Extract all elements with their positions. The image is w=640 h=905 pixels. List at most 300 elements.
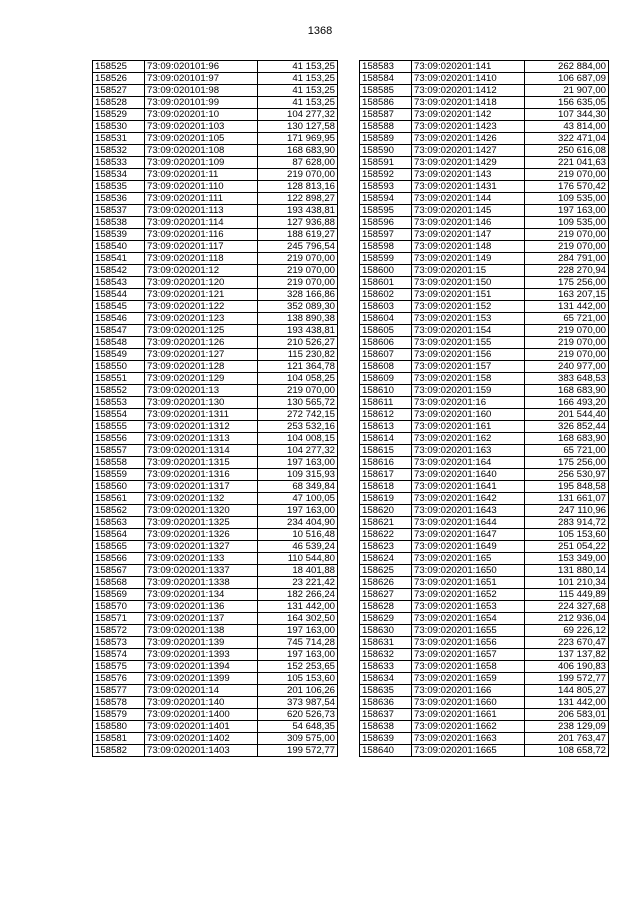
row-number-cell: 158612 — [360, 409, 412, 421]
table-row — [93, 373, 338, 385]
amount-cell: 223 670,47 — [525, 637, 609, 649]
cadastral-number-cell: 73:09:020201:122 — [145, 301, 258, 313]
table-row — [93, 217, 338, 229]
row-number-cell: 158546 — [93, 313, 145, 325]
table-row — [360, 505, 609, 517]
cadastral-number-cell: 73:09:020201:1401 — [145, 721, 258, 733]
table-row — [360, 709, 609, 721]
row-number-cell: 158595 — [360, 205, 412, 217]
row-number-cell: 158528 — [93, 97, 145, 109]
cadastral-number-cell: 73:09:020201:1429 — [412, 157, 525, 169]
table-row — [360, 133, 609, 145]
table-row — [93, 469, 338, 481]
amount-cell: 620 526,73 — [258, 709, 338, 721]
cadastral-number-cell: 73:09:020101:96 — [145, 61, 258, 73]
amount-cell: 41 153,25 — [258, 97, 338, 109]
amount-cell: 219 070,00 — [525, 229, 609, 241]
amount-cell: 87 628,00 — [258, 157, 338, 169]
row-number-cell: 158605 — [360, 325, 412, 337]
cadastral-number-cell: 73:09:020201:1642 — [412, 493, 525, 505]
table-row — [93, 133, 338, 145]
amount-cell: 130 127,58 — [258, 121, 338, 133]
amount-cell: 109 535,00 — [525, 193, 609, 205]
cadastral-number-cell: 73:09:020201:1641 — [412, 481, 525, 493]
cadastral-number-cell: 73:09:020201:1312 — [145, 421, 258, 433]
cadastral-number-cell: 73:09:020201:109 — [145, 157, 258, 169]
amount-cell: 228 270,94 — [525, 265, 609, 277]
row-number-cell: 158583 — [360, 61, 412, 73]
row-number-cell: 158533 — [93, 157, 145, 169]
row-number-cell: 158638 — [360, 721, 412, 733]
row-number-cell: 158590 — [360, 145, 412, 157]
row-number-cell: 158568 — [93, 577, 145, 589]
table-row — [360, 109, 609, 121]
table-row — [360, 277, 609, 289]
amount-cell: 283 914,72 — [525, 517, 609, 529]
amount-cell: 328 166,86 — [258, 289, 338, 301]
row-number-cell: 158555 — [93, 421, 145, 433]
row-number-cell: 158525 — [93, 61, 145, 73]
cadastral-number-cell: 73:09:020201:134 — [145, 589, 258, 601]
row-number-cell: 158558 — [93, 457, 145, 469]
table-row — [93, 685, 338, 697]
row-number-cell: 158578 — [93, 697, 145, 709]
amount-cell: 131 880,14 — [525, 565, 609, 577]
amount-cell: 65 721,00 — [525, 445, 609, 457]
cadastral-number-cell: 73:09:020201:1394 — [145, 661, 258, 673]
row-number-cell: 158620 — [360, 505, 412, 517]
cadastral-number-cell: 73:09:020201:1655 — [412, 625, 525, 637]
table-row — [93, 385, 338, 397]
row-number-cell: 158532 — [93, 145, 145, 157]
table-row — [360, 193, 609, 205]
amount-cell: 171 969,95 — [258, 133, 338, 145]
amount-cell: 130 565,72 — [258, 397, 338, 409]
cadastral-number-cell: 73:09:020201:10 — [145, 109, 258, 121]
cadastral-number-cell: 73:09:020201:1418 — [412, 97, 525, 109]
cadastral-number-cell: 73:09:020201:1654 — [412, 613, 525, 625]
row-number-cell: 158540 — [93, 241, 145, 253]
row-number-cell: 158609 — [360, 373, 412, 385]
amount-cell: 262 884,00 — [525, 61, 609, 73]
row-number-cell: 158636 — [360, 697, 412, 709]
row-number-cell: 158601 — [360, 277, 412, 289]
cadastral-number-cell: 73:09:020201:105 — [145, 133, 258, 145]
cadastral-number-cell: 73:09:020201:103 — [145, 121, 258, 133]
table-row — [360, 61, 609, 73]
row-number-cell: 158633 — [360, 661, 412, 673]
cadastral-number-cell: 73:09:020201:132 — [145, 493, 258, 505]
amount-cell: 240 977,00 — [525, 361, 609, 373]
table-row — [360, 181, 609, 193]
left-data-table — [92, 60, 338, 757]
amount-cell: 104 008,15 — [258, 433, 338, 445]
amount-cell: 138 890,38 — [258, 313, 338, 325]
table-row — [360, 673, 609, 685]
amount-cell: 128 813,16 — [258, 181, 338, 193]
amount-cell: 251 054,22 — [525, 541, 609, 553]
amount-cell: 212 936,04 — [525, 613, 609, 625]
amount-cell: 326 852,44 — [525, 421, 609, 433]
row-number-cell: 158534 — [93, 169, 145, 181]
cadastral-number-cell: 73:09:020201:148 — [412, 241, 525, 253]
amount-cell: 115 449,89 — [525, 589, 609, 601]
row-number-cell: 158551 — [93, 373, 145, 385]
table-row — [360, 229, 609, 241]
row-number-cell: 158584 — [360, 73, 412, 85]
amount-cell: 221 041,63 — [525, 157, 609, 169]
cadastral-number-cell: 73:09:020201:128 — [145, 361, 258, 373]
cadastral-number-cell: 73:09:020201:133 — [145, 553, 258, 565]
table-row — [93, 721, 338, 733]
table-row — [93, 85, 338, 97]
row-number-cell: 158535 — [93, 181, 145, 193]
row-number-cell: 158571 — [93, 613, 145, 625]
table-row — [93, 325, 338, 337]
row-number-cell: 158570 — [93, 601, 145, 613]
amount-cell: 104 058,25 — [258, 373, 338, 385]
table-row — [360, 421, 609, 433]
row-number-cell: 158527 — [93, 85, 145, 97]
row-number-cell: 158617 — [360, 469, 412, 481]
row-number-cell: 158631 — [360, 637, 412, 649]
table-row — [93, 433, 338, 445]
amount-cell: 219 070,00 — [525, 169, 609, 181]
table-row — [360, 169, 609, 181]
cadastral-number-cell: 73:09:020201:123 — [145, 313, 258, 325]
row-number-cell: 158579 — [93, 709, 145, 721]
table-row — [93, 193, 338, 205]
table-row — [93, 517, 338, 529]
cadastral-number-cell: 73:09:020201:1426 — [412, 133, 525, 145]
amount-cell: 110 544,80 — [258, 553, 338, 565]
cadastral-number-cell: 73:09:020201:14 — [145, 685, 258, 697]
table-row — [93, 457, 338, 469]
cadastral-number-cell: 73:09:020201:1314 — [145, 445, 258, 457]
row-number-cell: 158573 — [93, 637, 145, 649]
cadastral-number-cell: 73:09:020201:1665 — [412, 745, 525, 757]
row-number-cell: 158628 — [360, 601, 412, 613]
row-number-cell: 158608 — [360, 361, 412, 373]
amount-cell: 238 129,09 — [525, 721, 609, 733]
cadastral-number-cell: 73:09:020201:1400 — [145, 709, 258, 721]
row-number-cell: 158536 — [93, 193, 145, 205]
table-row — [360, 589, 609, 601]
row-number-cell: 158526 — [93, 73, 145, 85]
cadastral-number-cell: 73:09:020201:156 — [412, 349, 525, 361]
cadastral-number-cell: 73:09:020101:99 — [145, 97, 258, 109]
cadastral-number-cell: 73:09:020201:12 — [145, 265, 258, 277]
cadastral-number-cell: 73:09:020201:121 — [145, 289, 258, 301]
cadastral-number-cell: 73:09:020201:157 — [412, 361, 525, 373]
amount-cell: 153 349,00 — [525, 553, 609, 565]
amount-cell: 201 763,47 — [525, 733, 609, 745]
amount-cell: 322 471,04 — [525, 133, 609, 145]
table-row — [360, 349, 609, 361]
row-number-cell: 158624 — [360, 553, 412, 565]
amount-cell: 105 153,60 — [258, 673, 338, 685]
table-row — [360, 97, 609, 109]
amount-cell: 23 221,42 — [258, 577, 338, 589]
table-row — [93, 109, 338, 121]
table-row — [360, 313, 609, 325]
row-number-cell: 158606 — [360, 337, 412, 349]
amount-cell: 201 106,26 — [258, 685, 338, 697]
table-row — [93, 673, 338, 685]
table-row — [93, 265, 338, 277]
cadastral-number-cell: 73:09:020201:1412 — [412, 85, 525, 97]
cadastral-number-cell: 73:09:020201:111 — [145, 193, 258, 205]
table-row — [360, 481, 609, 493]
amount-cell: 41 153,25 — [258, 61, 338, 73]
row-number-cell: 158593 — [360, 181, 412, 193]
amount-cell: 284 791,00 — [525, 253, 609, 265]
amount-cell: 197 163,00 — [525, 205, 609, 217]
amount-cell: 373 987,54 — [258, 697, 338, 709]
table-row — [360, 265, 609, 277]
amount-cell: 193 438,81 — [258, 325, 338, 337]
row-number-cell: 158604 — [360, 313, 412, 325]
table-row — [93, 481, 338, 493]
table-row — [93, 61, 338, 73]
row-number-cell: 158559 — [93, 469, 145, 481]
cadastral-number-cell: 73:09:020201:1393 — [145, 649, 258, 661]
row-number-cell: 158622 — [360, 529, 412, 541]
row-number-cell: 158639 — [360, 733, 412, 745]
cadastral-number-cell: 73:09:020201:166 — [412, 685, 525, 697]
amount-cell: 406 190,83 — [525, 661, 609, 673]
amount-cell: 163 207,15 — [525, 289, 609, 301]
row-number-cell: 158594 — [360, 193, 412, 205]
amount-cell: 219 070,00 — [258, 253, 338, 265]
cadastral-number-cell: 73:09:020201:158 — [412, 373, 525, 385]
table-row — [360, 445, 609, 457]
amount-cell: 219 070,00 — [525, 241, 609, 253]
row-number-cell: 158545 — [93, 301, 145, 313]
cadastral-number-cell: 73:09:020201:139 — [145, 637, 258, 649]
amount-cell: 352 089,30 — [258, 301, 338, 313]
amount-cell: 105 153,60 — [525, 529, 609, 541]
cadastral-number-cell: 73:09:020201:1399 — [145, 673, 258, 685]
cadastral-number-cell: 73:09:020201:150 — [412, 277, 525, 289]
cadastral-number-cell: 73:09:020201:149 — [412, 253, 525, 265]
cadastral-number-cell: 73:09:020201:127 — [145, 349, 258, 361]
amount-cell: 68 349,84 — [258, 481, 338, 493]
cadastral-number-cell: 73:09:020201:1427 — [412, 145, 525, 157]
table-row — [93, 589, 338, 601]
amount-cell: 106 687,09 — [525, 73, 609, 85]
cadastral-number-cell: 73:09:020201:145 — [412, 205, 525, 217]
row-number-cell: 158596 — [360, 217, 412, 229]
table-row — [360, 553, 609, 565]
table-row — [93, 169, 338, 181]
table-row — [93, 505, 338, 517]
row-number-cell: 158591 — [360, 157, 412, 169]
row-number-cell: 158529 — [93, 109, 145, 121]
table-row — [93, 565, 338, 577]
cadastral-number-cell: 73:09:020201:16 — [412, 397, 525, 409]
cadastral-number-cell: 73:09:020201:15 — [412, 265, 525, 277]
cadastral-number-cell: 73:09:020201:1660 — [412, 697, 525, 709]
table-row — [93, 73, 338, 85]
cadastral-number-cell: 73:09:020201:1325 — [145, 517, 258, 529]
amount-cell: 41 153,25 — [258, 85, 338, 97]
amount-cell: 41 153,25 — [258, 73, 338, 85]
amount-cell: 175 256,00 — [525, 457, 609, 469]
row-number-cell: 158616 — [360, 457, 412, 469]
row-number-cell: 158575 — [93, 661, 145, 673]
cadastral-number-cell: 73:09:020201:1653 — [412, 601, 525, 613]
table-row — [360, 625, 609, 637]
table-row — [93, 529, 338, 541]
row-number-cell: 158539 — [93, 229, 145, 241]
table-row — [93, 541, 338, 553]
row-number-cell: 158623 — [360, 541, 412, 553]
cadastral-number-cell: 73:09:020201:1315 — [145, 457, 258, 469]
cadastral-number-cell: 73:09:020201:1650 — [412, 565, 525, 577]
cadastral-number-cell: 73:09:020201:138 — [145, 625, 258, 637]
amount-cell: 101 210,34 — [525, 577, 609, 589]
amount-cell: 188 619,27 — [258, 229, 338, 241]
amount-cell: 219 070,00 — [525, 325, 609, 337]
amount-cell: 21 907,00 — [525, 85, 609, 97]
table-row — [93, 637, 338, 649]
amount-cell: 219 070,00 — [258, 265, 338, 277]
cadastral-number-cell: 73:09:020201:1643 — [412, 505, 525, 517]
table-row — [360, 493, 609, 505]
amount-cell: 131 661,07 — [525, 493, 609, 505]
cadastral-number-cell: 73:09:020201:11 — [145, 169, 258, 181]
table-row — [93, 409, 338, 421]
amount-cell: 127 936,88 — [258, 217, 338, 229]
table-row — [360, 637, 609, 649]
row-number-cell: 158637 — [360, 709, 412, 721]
row-number-cell: 158600 — [360, 265, 412, 277]
row-number-cell: 158563 — [93, 517, 145, 529]
row-number-cell: 158576 — [93, 673, 145, 685]
amount-cell: 199 572,77 — [258, 745, 338, 757]
amount-cell: 197 163,00 — [258, 505, 338, 517]
row-number-cell: 158552 — [93, 385, 145, 397]
cadastral-number-cell: 73:09:020201:1338 — [145, 577, 258, 589]
amount-cell: 219 070,00 — [525, 337, 609, 349]
amount-cell: 219 070,00 — [258, 277, 338, 289]
cadastral-number-cell: 73:09:020201:160 — [412, 409, 525, 421]
amount-cell: 10 516,48 — [258, 529, 338, 541]
row-number-cell: 158577 — [93, 685, 145, 697]
amount-cell: 109 315,93 — [258, 469, 338, 481]
table-row — [360, 325, 609, 337]
table-row — [93, 277, 338, 289]
amount-cell: 46 539,24 — [258, 541, 338, 553]
cadastral-number-cell: 73:09:020201:1320 — [145, 505, 258, 517]
row-number-cell: 158602 — [360, 289, 412, 301]
row-number-cell: 158547 — [93, 325, 145, 337]
cadastral-number-cell: 73:09:020201:154 — [412, 325, 525, 337]
cadastral-number-cell: 73:09:020201:120 — [145, 277, 258, 289]
amount-cell: 168 683,90 — [525, 385, 609, 397]
row-number-cell: 158630 — [360, 625, 412, 637]
table-row — [360, 85, 609, 97]
table-row — [360, 697, 609, 709]
row-number-cell: 158618 — [360, 481, 412, 493]
cadastral-number-cell: 73:09:020201:1316 — [145, 469, 258, 481]
table-row — [93, 97, 338, 109]
amount-cell: 199 572,77 — [525, 673, 609, 685]
table-row — [360, 289, 609, 301]
table-row — [93, 577, 338, 589]
cadastral-number-cell: 73:09:020201:125 — [145, 325, 258, 337]
row-number-cell: 158567 — [93, 565, 145, 577]
cadastral-number-cell: 73:09:020201:141 — [412, 61, 525, 73]
amount-cell: 164 302,50 — [258, 613, 338, 625]
cadastral-number-cell: 73:09:020201:1644 — [412, 517, 525, 529]
cadastral-number-cell: 73:09:020201:146 — [412, 217, 525, 229]
row-number-cell: 158632 — [360, 649, 412, 661]
amount-cell: 383 648,53 — [525, 373, 609, 385]
table-row — [360, 517, 609, 529]
row-number-cell: 158566 — [93, 553, 145, 565]
amount-cell: 197 163,00 — [258, 457, 338, 469]
cadastral-number-cell: 73:09:020101:97 — [145, 73, 258, 85]
table-row — [360, 217, 609, 229]
amount-cell: 65 721,00 — [525, 313, 609, 325]
cadastral-number-cell: 73:09:020201:1640 — [412, 469, 525, 481]
cadastral-number-cell: 73:09:020201:116 — [145, 229, 258, 241]
table-row — [93, 181, 338, 193]
row-number-cell: 158548 — [93, 337, 145, 349]
table-row — [360, 253, 609, 265]
table-row — [360, 397, 609, 409]
amount-cell: 47 100,05 — [258, 493, 338, 505]
row-number-cell: 158588 — [360, 121, 412, 133]
amount-cell: 201 544,40 — [525, 409, 609, 421]
cadastral-number-cell: 73:09:020201:162 — [412, 433, 525, 445]
amount-cell: 137 137,82 — [525, 649, 609, 661]
cadastral-number-cell: 73:09:020201:1647 — [412, 529, 525, 541]
cadastral-number-cell: 73:09:020201:13 — [145, 385, 258, 397]
amount-cell: 197 163,00 — [258, 625, 338, 637]
cadastral-number-cell: 73:09:020201:1313 — [145, 433, 258, 445]
table-row — [360, 145, 609, 157]
amount-cell: 109 535,00 — [525, 217, 609, 229]
amount-cell: 144 805,27 — [525, 685, 609, 697]
table-row — [360, 205, 609, 217]
table-row — [93, 661, 338, 673]
cadastral-number-cell: 73:09:020201:113 — [145, 205, 258, 217]
table-row — [360, 385, 609, 397]
cadastral-number-cell: 73:09:020201:1657 — [412, 649, 525, 661]
table-row — [360, 457, 609, 469]
amount-cell: 18 401,88 — [258, 565, 338, 577]
table-row — [360, 337, 609, 349]
table-row — [360, 73, 609, 85]
table-row — [93, 421, 338, 433]
row-number-cell: 158619 — [360, 493, 412, 505]
amount-cell: 104 277,32 — [258, 445, 338, 457]
row-number-cell: 158580 — [93, 721, 145, 733]
row-number-cell: 158614 — [360, 433, 412, 445]
row-number-cell: 158582 — [93, 745, 145, 757]
row-number-cell: 158537 — [93, 205, 145, 217]
amount-cell: 245 796,54 — [258, 241, 338, 253]
row-number-cell: 158625 — [360, 565, 412, 577]
table-row — [360, 649, 609, 661]
cadastral-number-cell: 73:09:020201:1402 — [145, 733, 258, 745]
table-row — [360, 433, 609, 445]
amount-cell: 54 648,35 — [258, 721, 338, 733]
row-number-cell: 158603 — [360, 301, 412, 313]
